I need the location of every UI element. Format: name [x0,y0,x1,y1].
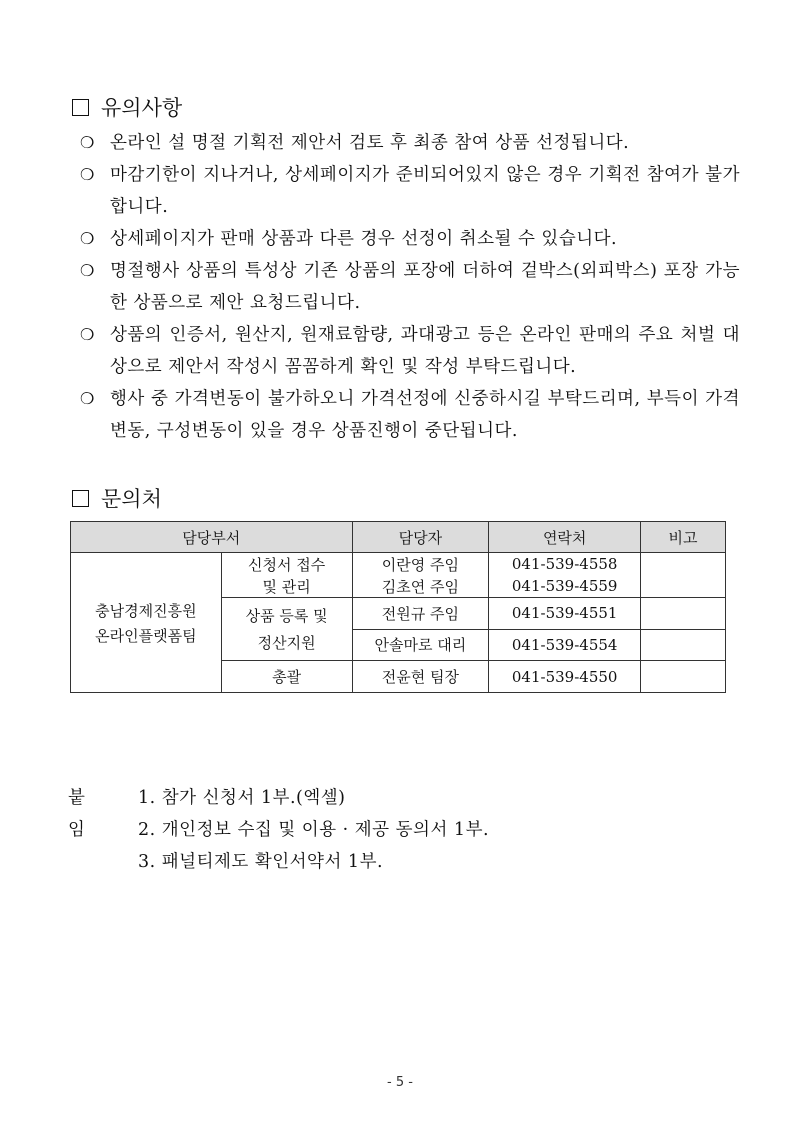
list-item: ❍ 명절행사 상품의 특성상 기존 상품의 포장에 더하여 겉박스(외피박스) 포장 가능한 상품으로 제안 요청드립니다. [80,255,740,319]
phone-cell: 041-539-4558 [489,553,641,576]
role-cell: 총괄 [221,661,352,693]
checkbox-square-icon [72,99,89,116]
notes-title: 유의사항 [101,96,183,120]
list-item: ❍ 행사 중 가격변동이 불가하오니 가격선정에 신중하시길 부탁드리며, 부득이 가격변동, 구성변동이 있을 경우 상품진행이 중단됩니다. [80,383,740,447]
circle-bullet-icon: ❍ [80,325,95,344]
note-cell [641,553,726,598]
circle-bullet-icon: ❍ [80,133,95,152]
note-cell [641,629,726,661]
table-header-row [71,522,726,553]
person-cell: 전윤현 팀장 [352,661,489,693]
header-dept: 담당부서 [71,522,353,553]
header-note: 비고 [641,522,726,553]
contact-table [70,521,726,693]
list-item: ❍ 상세페이지가 판매 상품과 다른 경우 선정이 취소될 수 있습니다. [80,223,740,255]
checkbox-square-icon [72,490,89,507]
note-cell [641,661,726,693]
header-phone: 연락처 [489,522,641,553]
contact-heading [72,483,162,513]
role-cell: 신청서 접수 [221,553,352,576]
contact-title: 문의처 [101,487,162,511]
attachment-item: 3. 패널티제도 확인서약서 1부. [138,852,384,872]
circle-bullet-icon: ❍ [80,261,95,280]
page-number: - 5 - [387,1075,413,1090]
notes-list [80,127,740,447]
role-cell: 및 관리 [221,575,352,598]
circle-bullet-icon: ❍ [80,165,95,184]
person-cell: 안솔마로 대리 [352,629,489,661]
table-row [71,553,726,576]
role-line: 상품 등록 및 [245,607,328,625]
attachment-item: 1. 참가 신청서 1부.(엑셀) [138,788,346,808]
note-cell [641,598,726,630]
role-cell [221,598,352,661]
circle-bullet-icon: ❍ [80,389,95,408]
role-line: 정산지원 [257,634,316,652]
list-item: ❍ 온라인 설 명절 기획전 제안서 검토 후 최종 참여 상품 선정됩니다. [80,127,740,159]
org-line: 충남경제진흥원 [95,601,197,620]
list-item: ❍ 상품의 인증서, 원산지, 원재료함량, 과대광고 등은 온라인 판매의 주요 처벌 대상으로 제안서 작성시 꼼꼼하게 확인 및 작성 부탁드립니다. [80,319,740,383]
org-cell [71,553,222,693]
phone-cell: 041-539-4551 [489,598,641,630]
person-cell: 김초연 주임 [352,575,489,598]
attachment-item: 2. 개인정보 수집 및 이용 · 제공 동의서 1부. [138,820,490,840]
phone-cell: 041-539-4559 [489,575,641,598]
header-person: 담당자 [352,522,489,553]
person-cell: 전원규 주임 [352,598,489,630]
person-cell: 이란영 주임 [352,553,489,576]
list-item: ❍ 마감기한이 지나거나, 상세페이지가 준비되어있지 않은 경우 기획전 참여가 불가합니다. [80,159,740,223]
phone-cell: 041-539-4554 [489,629,641,661]
circle-bullet-icon: ❍ [80,229,95,248]
phone-cell: 041-539-4550 [489,661,641,693]
org-line: 온라인플랫폼팀 [95,626,197,645]
notes-heading [72,92,182,122]
attachments-label: 붙 임 [68,788,86,840]
